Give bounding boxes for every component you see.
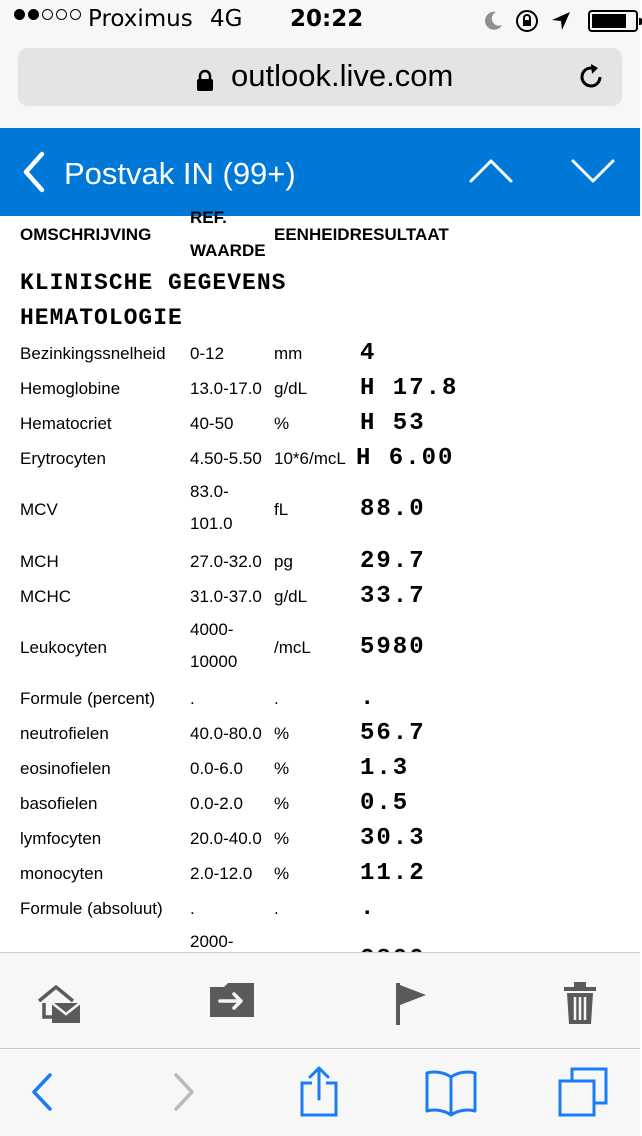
move-icon[interactable]: [208, 981, 256, 1019]
mail-action-toolbar: [0, 952, 640, 1048]
unit: .: [274, 689, 279, 708]
table-row: [0, 891, 640, 926]
carrier-name: Proximus: [88, 6, 193, 32]
test-name: Leukocyten: [20, 638, 107, 657]
bookmarks-icon[interactable]: [424, 1069, 478, 1115]
table-row: [0, 441, 640, 476]
test-name: Erytrocyten: [20, 449, 106, 468]
result: H 6.00: [356, 445, 455, 472]
unit: pg: [274, 552, 293, 571]
ref-range: 13.0-17.0: [190, 379, 262, 398]
signal-dot: [42, 9, 53, 20]
signal-strength-icon: [14, 9, 81, 20]
flag-icon[interactable]: [394, 981, 430, 1025]
test-name: MCH: [20, 552, 59, 571]
ref-range-line1: 83.0-: [190, 482, 229, 501]
unit: mm: [274, 344, 303, 363]
unit: g/dL: [274, 587, 308, 606]
result: 56.7: [360, 720, 426, 747]
ref-range: 27.0-32.0: [190, 552, 262, 571]
result: 29.7: [360, 548, 426, 575]
test-name: lymfocyten: [20, 829, 102, 848]
result: .: [360, 895, 377, 922]
section-heading-hematology: HEMATOLOGIE: [20, 305, 183, 331]
rotation-lock-icon: [514, 8, 540, 34]
result: H 53: [360, 410, 426, 437]
result: 33.7: [360, 583, 426, 610]
test-name: eosinofielen: [20, 759, 111, 778]
folder-title[interactable]: Postvak IN (99+): [64, 156, 296, 191]
back-to-folder-icon[interactable]: [16, 148, 50, 196]
back-icon[interactable]: [28, 1069, 58, 1115]
share-icon[interactable]: [298, 1065, 340, 1117]
column-header-unit-result: EENHEIDRESULTAAT: [274, 225, 449, 244]
section-heading-clinical: KLINISCHE GEGEVENS: [20, 270, 287, 296]
clock: 20:22: [290, 6, 364, 32]
unit: 10*6/mcL: [274, 449, 346, 468]
mark-read-icon[interactable]: [36, 981, 82, 1025]
table-row: [0, 336, 640, 371]
table-row: [0, 856, 640, 891]
ref-range: 2.0-12.0: [190, 864, 253, 883]
unit: %: [274, 724, 290, 743]
previous-message-icon[interactable]: [468, 156, 514, 186]
result: H 17.8: [360, 375, 459, 402]
result: 5980: [360, 634, 426, 661]
test-name: basofielen: [20, 794, 98, 813]
message-body[interactable]: [0, 208, 640, 952]
signal-dot: [28, 9, 39, 20]
url-text[interactable]: outlook.live.com: [231, 58, 454, 93]
mail-header: [0, 128, 640, 216]
table-row: [0, 579, 640, 614]
ref-range: 20.0-40.0: [190, 829, 262, 848]
test-name: monocyten: [20, 864, 104, 883]
forward-icon[interactable]: [168, 1069, 198, 1115]
test-name: MCHC: [20, 587, 71, 606]
unit: %: [274, 864, 290, 883]
unit: %: [274, 794, 290, 813]
ref-range: 0.0-2.0: [190, 794, 243, 813]
table-row: [0, 482, 640, 533]
unit: fL: [274, 500, 289, 519]
unit: %: [274, 414, 290, 433]
column-header-description: OMSCHRIJVING: [20, 225, 152, 244]
test-name: Bezinkingssnelheid: [20, 344, 166, 363]
ref-range-line1: 4000-: [190, 620, 234, 639]
moon-icon: [482, 10, 504, 32]
network-type: 4G: [210, 6, 243, 32]
ref-range: 0.0-6.0: [190, 759, 243, 778]
lock-icon: [196, 70, 214, 92]
ref-range-line1: 2000-: [190, 932, 234, 951]
table-row: [0, 620, 640, 671]
table-row: [0, 786, 640, 821]
test-name: neutrofielen: [20, 724, 109, 743]
ref-range: 31.0-37.0: [190, 587, 262, 606]
ref-range: 4.50-5.50: [190, 449, 262, 468]
result: 30.3: [360, 825, 426, 852]
ref-range: 0-12: [190, 344, 225, 363]
unit: %: [274, 829, 290, 848]
unit: %: [274, 759, 290, 778]
signal-dot: [56, 9, 67, 20]
table-row: [0, 716, 640, 751]
ref-range: 40-50: [190, 414, 234, 433]
result: 11.2: [360, 860, 426, 887]
unit: /mcL: [274, 638, 311, 657]
table-row: [0, 821, 640, 856]
table-row: [0, 544, 640, 579]
table-row: [0, 751, 640, 786]
browser-address-area: [0, 40, 640, 128]
browser-toolbar: [0, 1048, 640, 1136]
table-row: [0, 371, 640, 406]
unit: g/dL: [274, 379, 308, 398]
address-bar[interactable]: [18, 48, 622, 106]
table-row: [0, 681, 640, 716]
column-header-ref-top: REF.: [190, 208, 227, 227]
column-header-ref-bottom: WAARDE: [190, 241, 266, 260]
test-name: Formule (percent): [20, 689, 156, 708]
result: 1.3: [360, 755, 410, 782]
next-message-icon[interactable]: [570, 156, 616, 186]
result: .: [360, 685, 377, 712]
tabs-icon[interactable]: [558, 1067, 608, 1117]
test-name: MCV: [20, 500, 58, 519]
result: 4: [360, 340, 377, 367]
ref-range: .: [190, 689, 195, 708]
test-name: Formule (absoluut): [20, 899, 163, 918]
result: 88.0: [360, 496, 426, 523]
test-name: Hemoglobine: [20, 379, 121, 398]
table-row: [0, 406, 640, 441]
status-bar: [0, 0, 640, 40]
signal-dot: [14, 9, 25, 20]
battery-icon: [588, 10, 638, 32]
trash-icon[interactable]: [562, 981, 598, 1025]
ref-range: .: [190, 899, 195, 918]
result: 0.5: [360, 790, 410, 817]
ref-range: 40.0-80.0: [190, 724, 262, 743]
location-arrow-icon: [550, 10, 572, 32]
ref-range-line2: 10000: [190, 652, 238, 671]
battery-level: [592, 14, 626, 28]
signal-dot: [70, 9, 81, 20]
reload-icon[interactable]: [576, 62, 606, 92]
unit: .: [274, 899, 279, 918]
test-name: Hematocriet: [20, 414, 112, 433]
ref-range-line2: 101.0: [190, 514, 233, 533]
